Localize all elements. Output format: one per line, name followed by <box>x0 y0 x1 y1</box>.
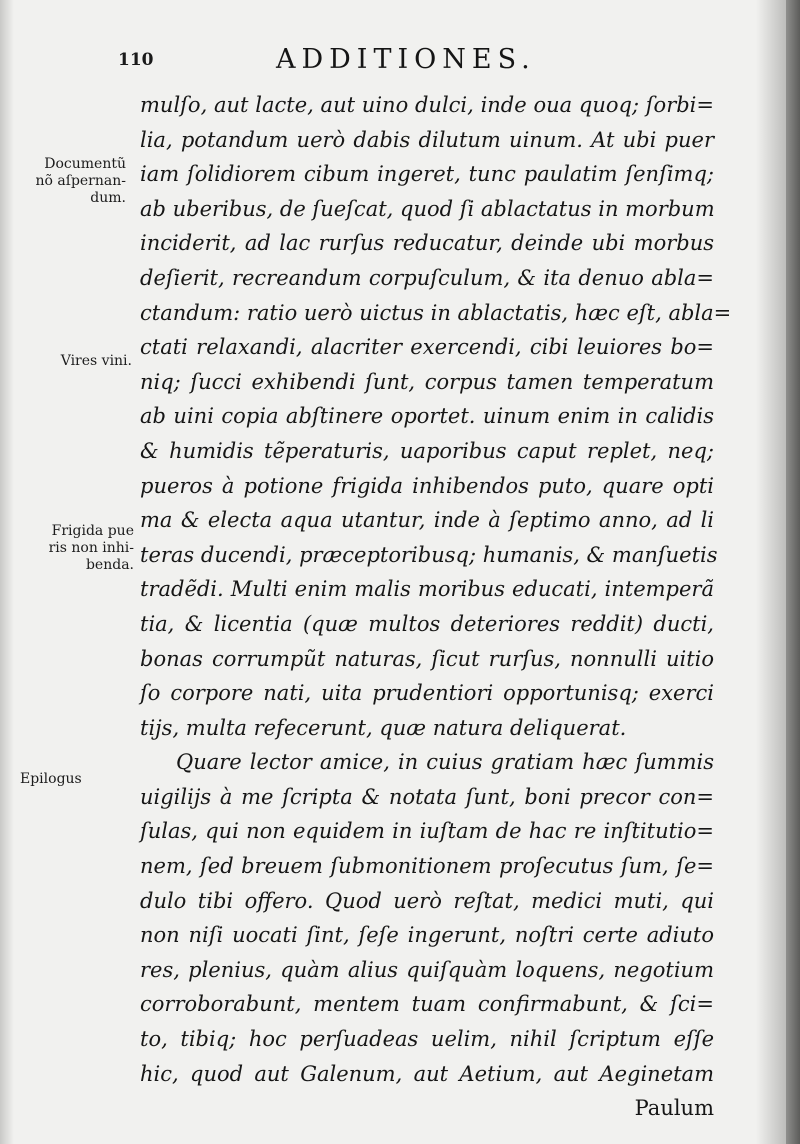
text-line: ab uini copia abſtinere oportet. uinum enim in calidis <box>140 404 714 429</box>
text-line: res, plenius, quàm alius quiſquàm loquens, negotium <box>140 957 714 982</box>
text-line: tia, & licentia (quæ multos deteriores reddit) ducti, <box>140 611 714 636</box>
text-line: deſierit, recreandum corpuſculum, & ita denuo abla= <box>140 265 714 290</box>
text-line: hic, quod aut Galenum, aut Aetium, aut Aeginetam <box>140 1061 714 1086</box>
text-line: teras ducendi, præceptoribusq; humanis, & manſuetis <box>140 542 718 567</box>
running-title: ADDITIONES. <box>276 44 536 75</box>
text-line: ma & electa aqua utantur, inde à ſeptimo anno, ad li <box>140 508 714 533</box>
margin-note-frigida <box>18 523 134 574</box>
margin-note-vires-vini <box>22 353 132 370</box>
text-line: & humidis tẽperaturis, uaporibus caput replet, neq; <box>140 438 714 463</box>
page-header <box>118 44 738 78</box>
margin-note-line: Documentũ <box>44 156 126 172</box>
text-line: tradẽdi. Multi enim malis moribus educati, intemperã <box>140 577 714 602</box>
text-line: nem, ſed breuem ſubmonitionem proſecutus ſum, ſe= <box>140 854 714 879</box>
text-line: ſulas, qui non equidem in iuſtam de hac re inſtitutio= <box>140 819 714 844</box>
catchword: Paulum <box>634 1096 714 1121</box>
text-line: ſo corpore nati, uita prudentiori opportunisq; exerci <box>140 681 714 706</box>
text-line: bonas corrumpũt naturas, ſicut rurſus, nonnulli uitio <box>140 646 714 671</box>
text-line: dulo tibi offero. Quod uerò reſtat, medici muti, qui <box>140 888 714 913</box>
text-line: corroborabunt, mentem tuam confirmabunt, & ſci= <box>140 992 714 1017</box>
text-line: lia, potandum uerò dabis dilutum uinum. At ubi puer <box>140 127 714 152</box>
text-line: non niſi uocati ſint, ſeſe ingerunt, noſtri certe adiuto <box>140 923 714 948</box>
text-line: niq; ſucci exhibendi ſunt, corpus tamen temperatum <box>140 369 714 394</box>
text-line: to, tibiq; hoc perſuadeas uelim, nihil ſcriptum eſſe <box>140 1027 714 1052</box>
text-line: iam ſolidiorem cibum ingeret, tunc paulatim ſenſimq; <box>140 162 714 187</box>
margin-note-line: Frigida pue <box>51 523 134 539</box>
text-line: Quare lector amice, in cuius gratiam hæc ſummis <box>176 750 714 775</box>
text-line: ctandum: ratio uerò uictus in ablactatis, hæc eſt, abla= <box>140 300 732 325</box>
margin-note-epilogus <box>20 771 130 788</box>
text-line: mulſo, aut lacte, aut uino dulci, inde oua quoq; ſorbi= <box>140 93 714 117</box>
margin-note-line: dum. <box>90 190 126 206</box>
margin-note-line: benda. <box>85 557 134 573</box>
text-line: ctati relaxandi, alacriter exercendi, cibi leuiores bo= <box>140 335 714 360</box>
text-line: tijs, multa refecerunt, quæ natura deliquerat. <box>140 715 627 740</box>
page-number: 110 <box>118 50 154 70</box>
margin-note-line: ris non inhi- <box>48 540 134 556</box>
text-line: uigilijs à me ſcripta & notata ſunt, boni precor con= <box>140 784 714 809</box>
body-text <box>140 88 732 1126</box>
margin-note-line: nõ aſpernan- <box>35 173 126 189</box>
margin-note-line: Vires vini. <box>60 353 132 369</box>
text-line: ab uberibus, de ſueſcat, quod ſi ablactatus in morbum <box>140 196 715 221</box>
text-line: inciderit, ad lac rurſus reducatur, deinde ubi morbus <box>140 231 714 256</box>
text-line: pueros à potione frigida inhibendos puto, quare opti <box>140 473 714 498</box>
book-edge <box>786 0 800 1144</box>
margin-note-documentum <box>20 156 126 207</box>
margin-note-line: Epilogus <box>20 771 82 787</box>
